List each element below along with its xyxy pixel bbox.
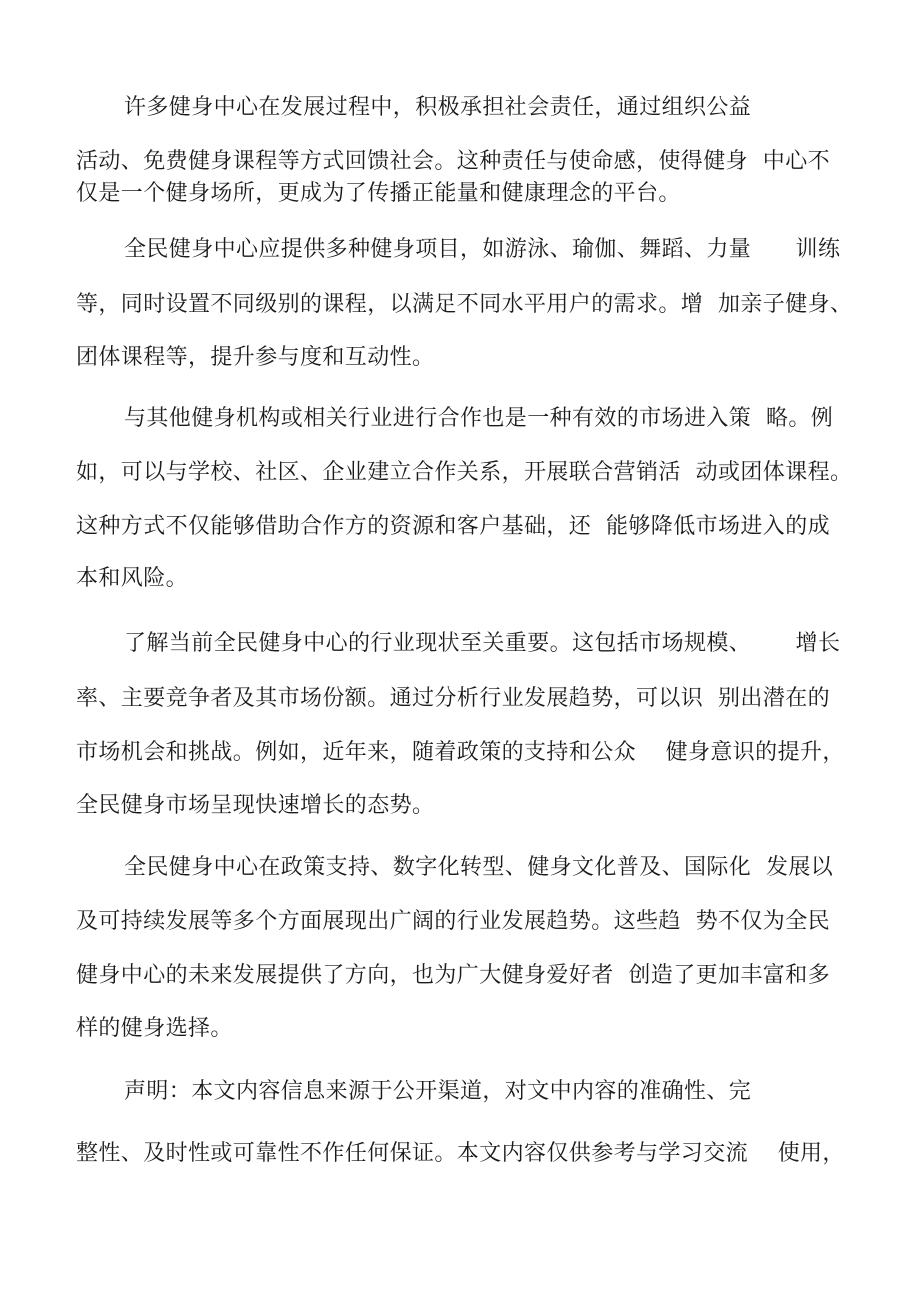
paragraph-4-line-2: 率、主要竞争者及其市场份额。通过分析行业发展趋势，可以识 别出潜在的 xyxy=(76,686,830,711)
paragraph-5-line-4: 样的健身选择。 xyxy=(76,1016,233,1041)
paragraph-3-line-4: 本和风险。 xyxy=(76,566,189,591)
paragraph-4-line-4: 全民健身市场呈现快速增长的态势。 xyxy=(76,793,435,818)
disclaimer-line-1: 声明：本文内容信息来源于公开渠道，对文中内容的准确性、完 xyxy=(124,1079,752,1104)
paragraph-2-line-3: 团体课程等，提升参与度和互动性。 xyxy=(76,345,435,370)
paragraph-3-line-2: 如，可以与学校、社区、企业建立合作关系，开展联合营销活 动或团体课程。 xyxy=(76,460,853,485)
paragraph-2-line-1: 全民健身中心应提供多种健身项目，如游泳、瑜伽、舞蹈、力量 训练 xyxy=(124,237,841,262)
paragraph-1-line-1: 许多健身中心在发展过程中，积极承担社会责任，通过组织公益 xyxy=(124,95,752,120)
paragraph-2-line-2: 等，同时设置不同级别的课程，以满足不同水平用户的需求。增 加亲子健身、 xyxy=(76,292,853,317)
paragraph-5-line-3: 健身中心的未来发展提供了方向，也为广大健身爱好者 创造了更加丰富和多 xyxy=(76,963,830,988)
paragraph-5-line-2: 及可持续发展等多个方面展现出广阔的行业发展趋势。这些趋 势不仅为全民 xyxy=(76,909,830,934)
paragraph-4-line-3: 市场机会和挑战。例如，近年来，随着政策的支持和公众 健身意识的提升， xyxy=(76,740,845,765)
paragraph-5-line-1: 全民健身中心在政策支持、数字化转型、健身文化普及、国际化 发展以 xyxy=(124,855,834,880)
paragraph-4-line-1: 了解当前全民健身中心的行业现状至关重要。这包括市场规模、 增长 xyxy=(124,631,841,656)
paragraph-3-line-1: 与其他健身机构或相关行业进行合作也是一种有效的市场进入策 略。例 xyxy=(124,406,834,431)
paragraph-1-line-2: 活动、免费健身课程等方式回馈社会。这种责任与使命感，使得健身 中心不 xyxy=(76,149,830,174)
paragraph-1-line-3: 仅是一个健身场所，更成为了传播正能量和健康理念的平台。 xyxy=(76,181,681,206)
disclaimer-line-2: 整性、及时性或可靠性不作任何保证。本文内容仅供参考与学习交流 使用， xyxy=(76,1141,845,1166)
paragraph-3-line-3: 这种方式不仅能够借助合作方的资源和客户基础，还 能够降低市场进入的成 xyxy=(76,514,830,539)
